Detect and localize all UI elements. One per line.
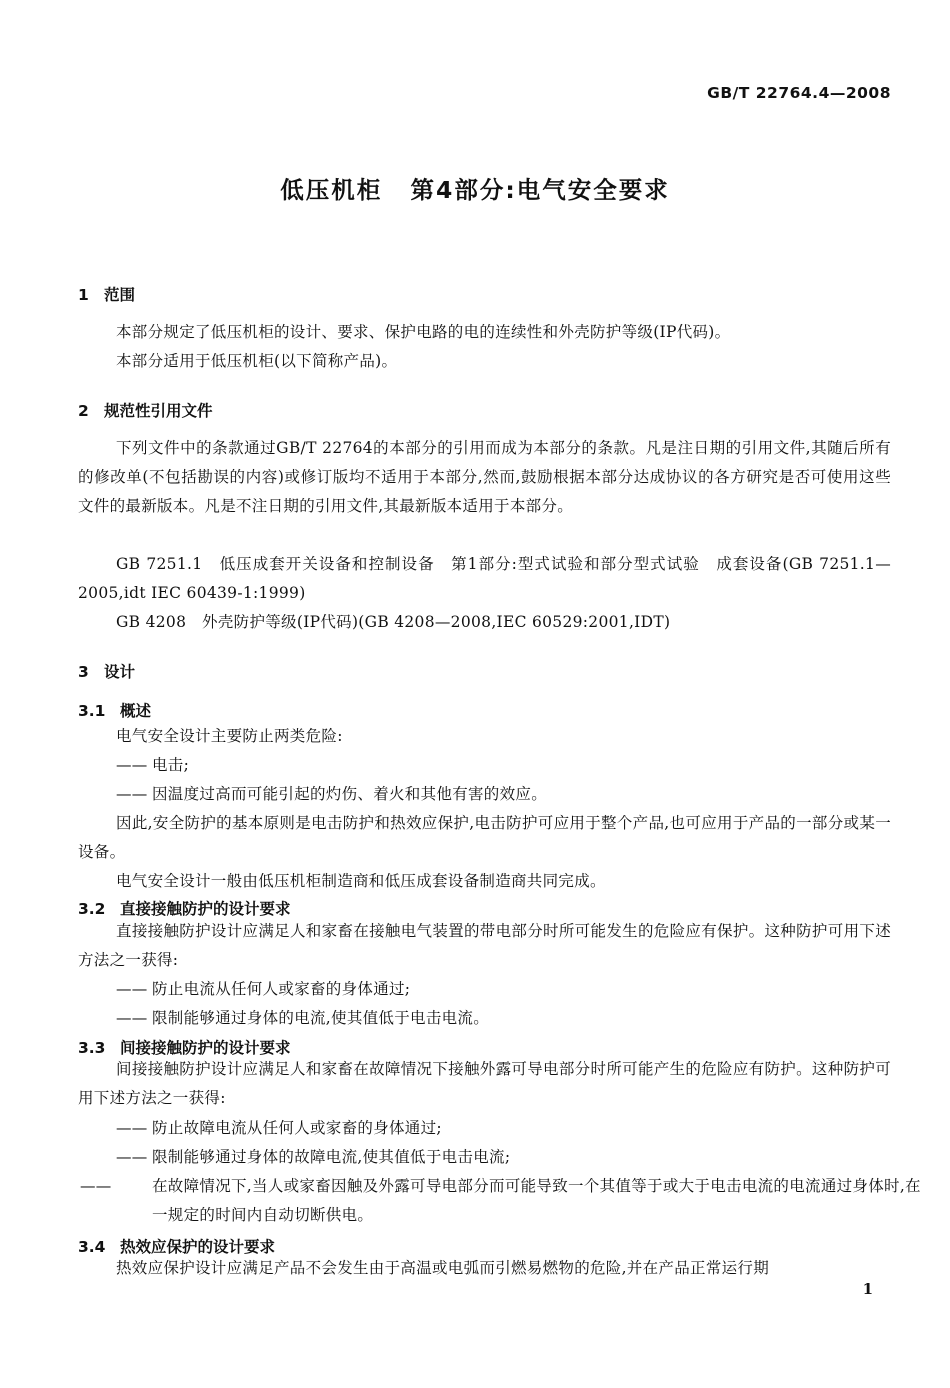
section-number: 3 <box>78 663 89 681</box>
dash-marker: —— <box>80 1177 112 1195</box>
dash-marker: —— <box>116 785 148 803</box>
section-3-4-paragraph: 热效应保护设计应满足产品不会发生由于高温或电弧而引燃易燃物的危险,并在产品正常运行期 <box>116 1259 770 1277</box>
section-title: 间接接触防护的设计要求 <box>120 1039 291 1057</box>
section-3-heading <box>78 660 135 682</box>
dash-marker: —— <box>116 1009 148 1027</box>
section-1-heading <box>78 283 135 305</box>
list-item <box>116 780 891 809</box>
section-2-paragraph: 下列文件中的条款通过GB/T 22764的本部分的引用而成为本部分的条款。凡是注日期的引用文件,其随后所有的修改单(不包括勘误的内容)或修订版均不适用于本部分,然而,鼓励根据本部分达成协议的各方研究是否可使用这些文件的最新版本。凡是不注日期的引用文件,其最新版本适用于本部分。 <box>78 439 891 515</box>
list-item <box>116 1143 891 1172</box>
dash-marker: —— <box>116 980 148 998</box>
section-3-1-paragraph-3: 电气安全设计一般由低压机柜制造商和低压成套设备制造商共同完成。 <box>116 872 606 890</box>
section-number: 3.2 <box>78 900 106 918</box>
list-item <box>116 751 891 780</box>
section-1-paragraph-1: 本部分规定了低压机柜的设计、要求、保护电路的电的连续性和外壳防护等级(IP代码)。 <box>116 323 731 341</box>
list-item-text: 电击; <box>152 756 190 774</box>
list-item <box>80 1172 927 1230</box>
section-title: 规范性引用文件 <box>104 402 213 420</box>
section-number: 2 <box>78 402 89 420</box>
dash-marker: —— <box>116 1148 148 1166</box>
section-1-paragraph-2: 本部分适用于低压机柜(以下简称产品)。 <box>116 352 398 370</box>
reference-gb-7251-1: GB 7251.1 低压成套开关设备和控制设备 第1部分:型式试验和部分型式试验 成套设备(GB 7251.1—2005,idt IEC 60439-1:1999) <box>78 555 891 602</box>
section-3-1-paragraph-2: 因此,安全防护的基本原则是电击防护和热效应保护,电击防护可应用于整个产品,也可应用于产品的一部分或某一设备。 <box>78 814 891 861</box>
section-title: 设计 <box>104 663 136 681</box>
reference-gb-4208: GB 4208 外壳防护等级(IP代码)(GB 4208—2008,IEC 60529:2001,IDT) <box>116 613 671 631</box>
section-number: 1 <box>78 286 89 304</box>
list-item-text: 因温度过高而可能引起的灼伤、着火和其他有害的效应。 <box>152 785 548 803</box>
section-title: 范围 <box>104 286 136 304</box>
list-item-text: 限制能够通过身体的故障电流,使其值低于电击电流; <box>152 1148 511 1166</box>
list-item-text: 防止故障电流从任何人或家畜的身体通过; <box>152 1119 442 1137</box>
list-item-text: 防止电流从任何人或家畜的身体通过; <box>152 980 411 998</box>
list-item <box>116 1114 891 1143</box>
section-3-2-paragraph: 直接接触防护设计应满足人和家畜在接触电气装置的带电部分时所可能发生的危险应有保护。这种防护可用下述方法之一获得: <box>78 922 891 969</box>
list-item-text: 在故障情况下,当人或家畜因触及外露可导电部分而可能导致一个其值等于或大于电击电流的电流通过身体时,在一规定的时间内自动切断供电。 <box>152 1177 921 1224</box>
section-title: 直接接触防护的设计要求 <box>120 900 291 918</box>
standard-code: GB/T 22764.4—2008 <box>707 84 891 102</box>
section-3-3-paragraph: 间接接触防护设计应满足人和家畜在故障情况下接触外露可导电部分时所可能产生的危险应有防护。这种防护可用下述方法之一获得: <box>78 1060 891 1107</box>
section-3-2-heading <box>78 897 291 919</box>
list-item <box>116 1004 891 1033</box>
list-item-text: 限制能够通过身体的电流,使其值低于电击电流。 <box>152 1009 490 1027</box>
section-number: 3.3 <box>78 1039 106 1057</box>
page-number: 1 <box>862 1280 873 1298</box>
section-title: 概述 <box>120 702 152 720</box>
section-number: 3.1 <box>78 702 106 720</box>
section-3-1-heading <box>78 699 151 721</box>
dash-marker: —— <box>116 756 148 774</box>
dash-marker: —— <box>116 1119 148 1137</box>
list-item <box>116 975 891 1004</box>
section-3-1-paragraph-1: 电气安全设计主要防止两类危险: <box>116 727 343 745</box>
section-number: 3.4 <box>78 1238 106 1256</box>
section-2-heading <box>78 399 213 421</box>
section-title: 热效应保护的设计要求 <box>120 1238 276 1256</box>
document-title: 低压机柜 第4部分:电气安全要求 <box>280 176 670 204</box>
